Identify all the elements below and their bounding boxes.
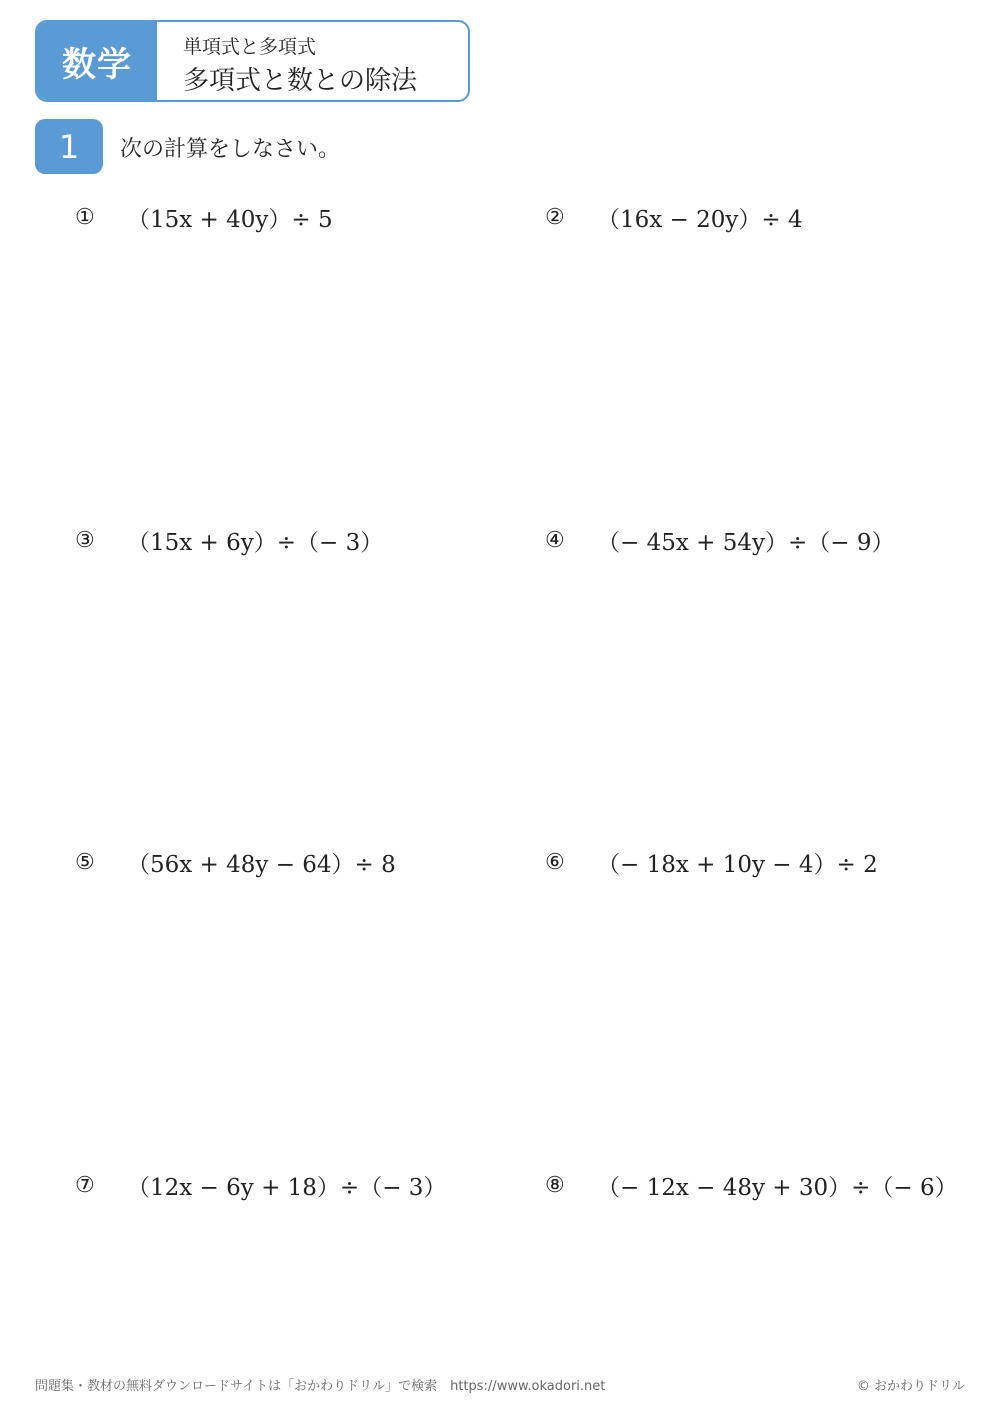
- problem-number: ①: [75, 205, 95, 230]
- problem-expression: （15x + 6y）÷（− 3）: [127, 530, 384, 556]
- problem-number: ③: [75, 528, 95, 553]
- problem-4: [545, 524, 894, 557]
- problem-6: [545, 846, 878, 879]
- problem-expression: （56x + 48y − 64）÷ 8: [127, 852, 396, 878]
- footer-site-info: 問題集・教材の無料ダウンロードサイトは「おかわりドリル」で検索 https://www.okadori.net: [35, 1379, 606, 1394]
- question-number-badge: 1: [35, 119, 103, 174]
- problem-8: [545, 1169, 958, 1202]
- problem-expression: （16x − 20y）÷ 4: [597, 207, 803, 233]
- problem-7: [75, 1169, 446, 1202]
- problem-1: [75, 201, 333, 234]
- problem-3: [75, 524, 383, 557]
- problem-number: ⑤: [75, 850, 95, 875]
- problem-number: ②: [545, 205, 565, 230]
- problem-number: ⑧: [545, 1173, 565, 1198]
- topic-title: 多項式と数との除法: [183, 66, 418, 96]
- problem-expression: （15x + 40y）÷ 5: [127, 207, 333, 233]
- question-instruction: 次の計算をしなさい。: [120, 137, 341, 162]
- unit-title: 単項式と多項式: [183, 36, 317, 58]
- problem-expression: （− 18x + 10y − 4）÷ 2: [597, 852, 878, 878]
- problem-number: ④: [545, 528, 565, 553]
- worksheet-header: [35, 20, 470, 102]
- problem-number: ⑦: [75, 1173, 95, 1198]
- problem-expression: （− 45x + 54y）÷（− 9）: [597, 530, 895, 556]
- problem-5: [75, 846, 396, 879]
- problem-number: ⑥: [545, 850, 565, 875]
- problem-2: [545, 201, 803, 234]
- problem-expression: （12x − 6y + 18）÷（− 3）: [127, 1175, 447, 1201]
- problem-expression: （− 12x − 48y + 30）÷（− 6）: [597, 1175, 958, 1201]
- subject-label: 数学: [37, 22, 157, 100]
- footer-copyright: © おかわりドリル: [856, 1379, 965, 1394]
